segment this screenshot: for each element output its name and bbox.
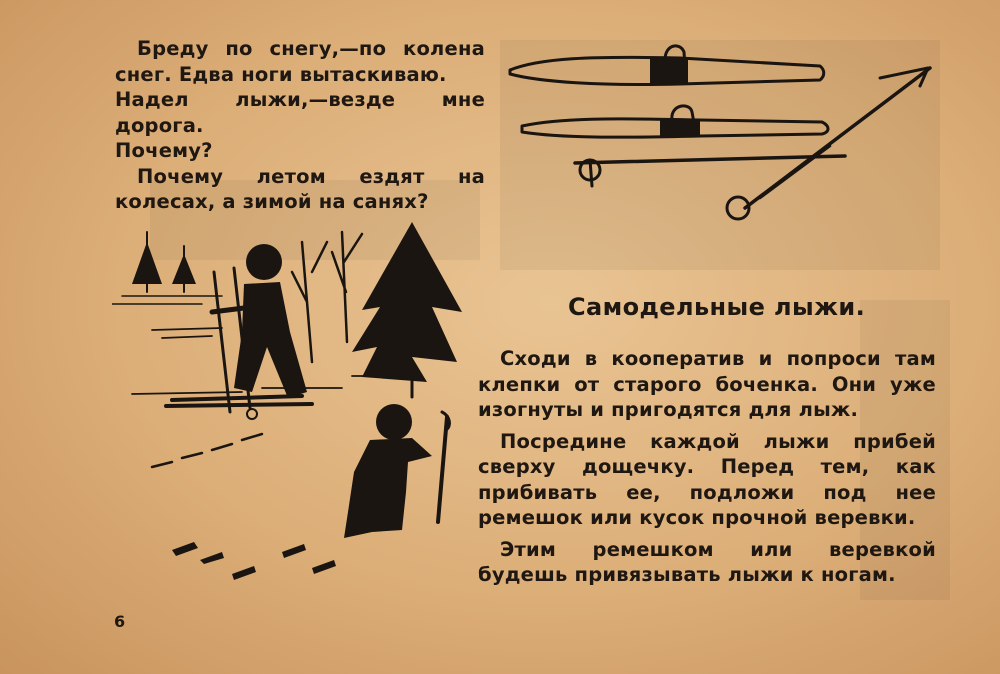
children-skiing-scene-icon (112, 212, 472, 592)
article-title: Самодельные лыжи. (568, 293, 866, 321)
intro-text (115, 36, 485, 215)
intro-paragraph-4: Почему летом ездят на колесах, а зимой на санях? (115, 164, 485, 213)
page-number: 6 (114, 612, 126, 631)
intro-paragraph-1: Бреду по снегу,—по колена снег. Едва ноги вытаскиваю. (115, 37, 485, 86)
article-body (478, 346, 936, 594)
article-paragraph-2: Посредине каждой лыжи прибей сверху дощечку. Перед тем, как прибивать ее, подложи под нее ремешок или кусок прочной веревки. (478, 429, 936, 529)
skis-and-poles-icon (500, 38, 950, 238)
article-paragraph-1: Сходи в кооператив и попроси там клепки от старого боченка. Они уже изогнуты и пригодятся для лыж. (478, 347, 936, 421)
intro-paragraph-3: Почему? (115, 139, 213, 162)
intro-paragraph-2: Надел лыжи,—везде мне дорога. (115, 88, 485, 137)
article-paragraph-3: Этим ремешком или веревкой будешь привязывать лыжи к ногам. (478, 537, 936, 586)
